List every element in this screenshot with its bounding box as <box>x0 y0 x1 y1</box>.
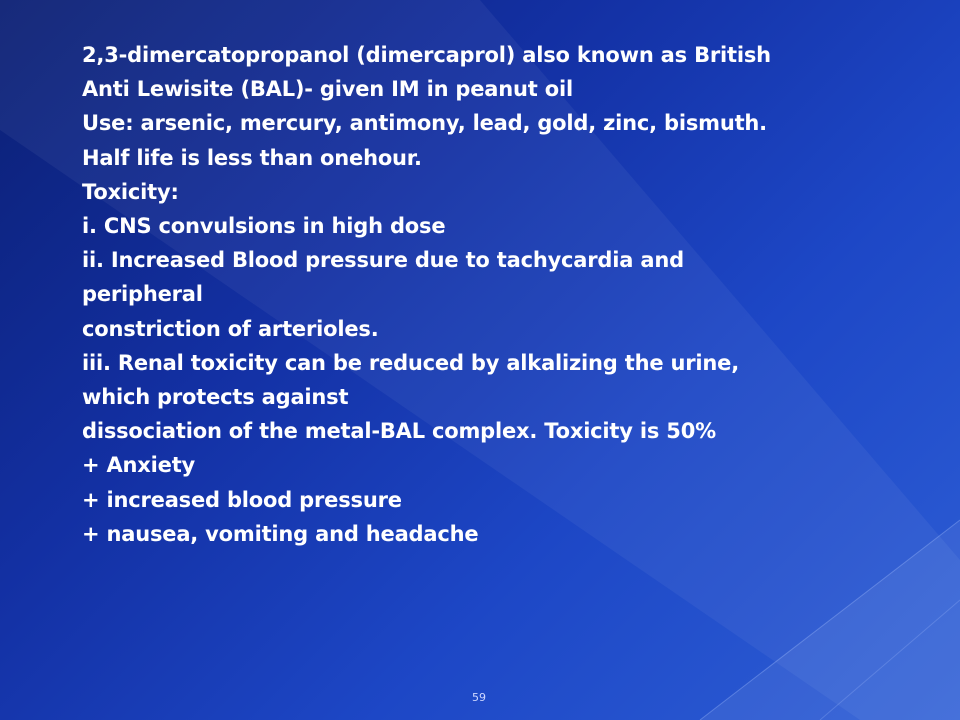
text-line: + increased blood pressure <box>82 487 402 512</box>
text-line: dissociation of the metal-BAL complex. Toxicity is 50% <box>82 419 716 444</box>
text-line: Anti Lewisite (BAL)- given IM in peanut oil <box>82 77 573 102</box>
text-line: 2,3-dimercatopropanol (dimercaprol) also known as British <box>82 43 771 67</box>
text-line: Toxicity: <box>82 179 179 204</box>
text-line: iii. Renal toxicity can be reduced by alkalizing the urine, <box>82 350 739 375</box>
text-line: constriction of arterioles. <box>82 316 379 341</box>
text-line: Half life is less than onehour. <box>82 145 422 170</box>
text-line: i. CNS convulsions in high dose <box>82 214 446 239</box>
text-line: + nausea, vomiting and headache <box>82 521 479 546</box>
text-line: ii. Increased Blood pressure due to tachycardia and <box>82 248 684 273</box>
page-number: 59 <box>472 691 486 704</box>
text-line: + Anxiety <box>82 453 196 478</box>
slide-body-text <box>82 38 942 551</box>
text-line: Use: arsenic, mercury, antimony, lead, gold, zinc, bismuth. <box>82 111 767 136</box>
text-line: which protects against <box>82 385 349 410</box>
text-line: peripheral <box>82 282 203 307</box>
